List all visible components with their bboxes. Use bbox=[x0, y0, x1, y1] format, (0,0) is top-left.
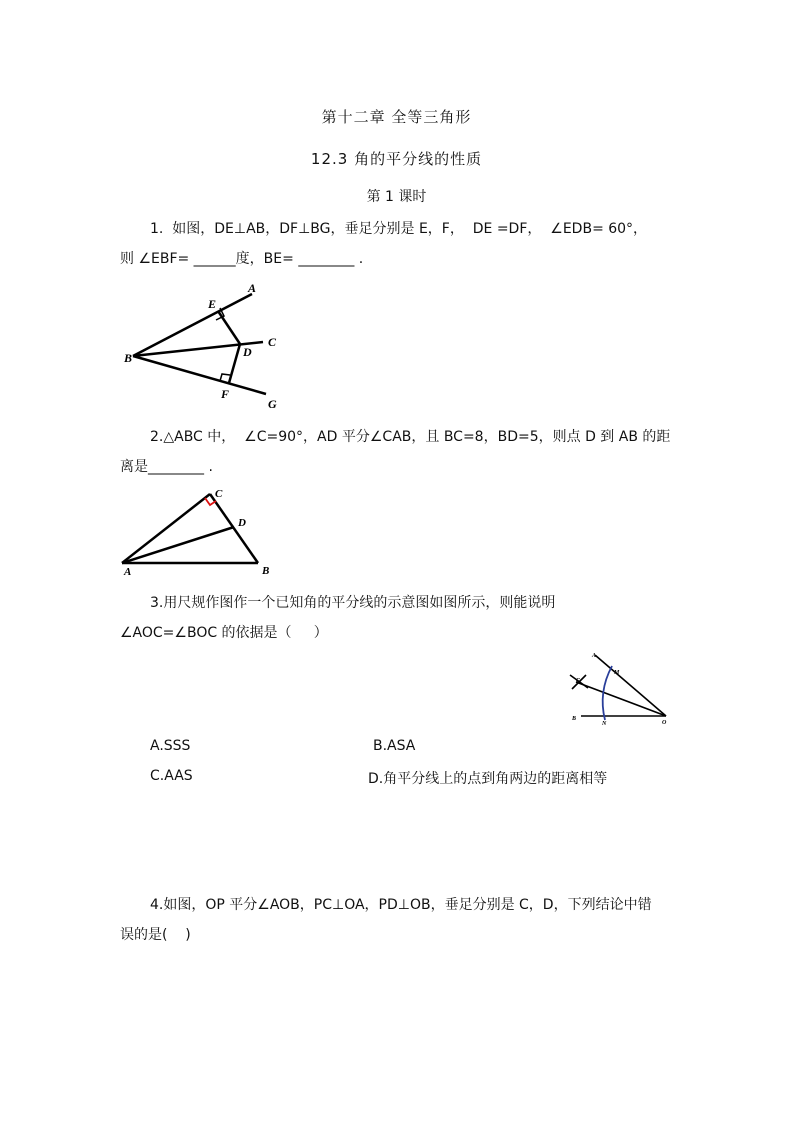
label-B: B bbox=[572, 716, 577, 722]
label-C: C bbox=[215, 488, 223, 500]
question-1-line-1: 1. 如图，DE⊥AB，DF⊥BG，垂足分别是 E，F， DE =DF， ∠EDB= 60°， bbox=[150, 221, 648, 237]
section-title: 12.3 角的平分线的性质 bbox=[310, 150, 483, 168]
segment-AD bbox=[122, 527, 234, 563]
question-4-line-2: 误的是( ) bbox=[120, 927, 191, 943]
right-angle-mark-F bbox=[220, 374, 230, 381]
segment-ED bbox=[218, 311, 240, 344]
question-2-figure bbox=[116, 485, 276, 577]
label-D: D bbox=[238, 517, 246, 529]
option-c: C.AAS bbox=[150, 768, 193, 784]
label-C: C bbox=[576, 678, 581, 684]
question-2-line-2: 离是________ . bbox=[120, 459, 213, 475]
label-D: D bbox=[243, 345, 252, 359]
segment-DF bbox=[229, 344, 240, 383]
side-AC bbox=[122, 494, 210, 563]
question-4-line-1: 4.如图，OP 平分∠AOB，PC⊥OA，PD⊥OB，垂足分别是 C，D，下列结论中错 bbox=[150, 897, 652, 913]
question-3-line-1: 3.用尺规作图作一个已知角的平分线的示意图如图所示，则能说明 bbox=[150, 595, 556, 611]
label-G: G bbox=[268, 397, 277, 411]
label-A: A bbox=[248, 281, 257, 295]
question-3-line-2: ∠AOC=∠BOC 的依据是（ ） bbox=[120, 625, 328, 641]
ray-OC bbox=[576, 682, 666, 716]
label-B: B bbox=[262, 565, 270, 577]
ray-OA bbox=[595, 655, 666, 716]
chapter-title: 第十二章 全等三角形 bbox=[321, 108, 472, 126]
question-2-line-1: 2.△ABC 中， ∠C=90°，AD 平分∠CAB，且 BC=8，BD=5，则点 D 到 AB 的距 bbox=[150, 429, 671, 445]
question-3-figure bbox=[562, 648, 680, 730]
lesson-title: 第 1 课时 bbox=[366, 189, 427, 205]
ray-BA bbox=[133, 294, 252, 356]
option-d: D.角平分线上的点到角两边的距离相等 bbox=[368, 771, 608, 787]
label-B: B bbox=[124, 351, 133, 365]
label-N: N bbox=[602, 721, 607, 727]
option-a: A.SSS bbox=[150, 738, 191, 754]
label-M: M bbox=[614, 670, 620, 676]
label-A: A bbox=[124, 566, 132, 577]
ray-BG bbox=[133, 356, 266, 394]
side-CB bbox=[210, 494, 258, 563]
label-E: E bbox=[208, 297, 217, 311]
label-O: O bbox=[662, 720, 667, 726]
question-1-line-2: 则 ∠EBF= ______度，BE= ________ . bbox=[120, 251, 364, 267]
label-A: A bbox=[592, 653, 597, 659]
option-b: B.ASA bbox=[373, 738, 416, 754]
label-C: C bbox=[268, 335, 277, 349]
question-1-figure bbox=[118, 278, 298, 418]
label-F: F bbox=[221, 387, 230, 401]
